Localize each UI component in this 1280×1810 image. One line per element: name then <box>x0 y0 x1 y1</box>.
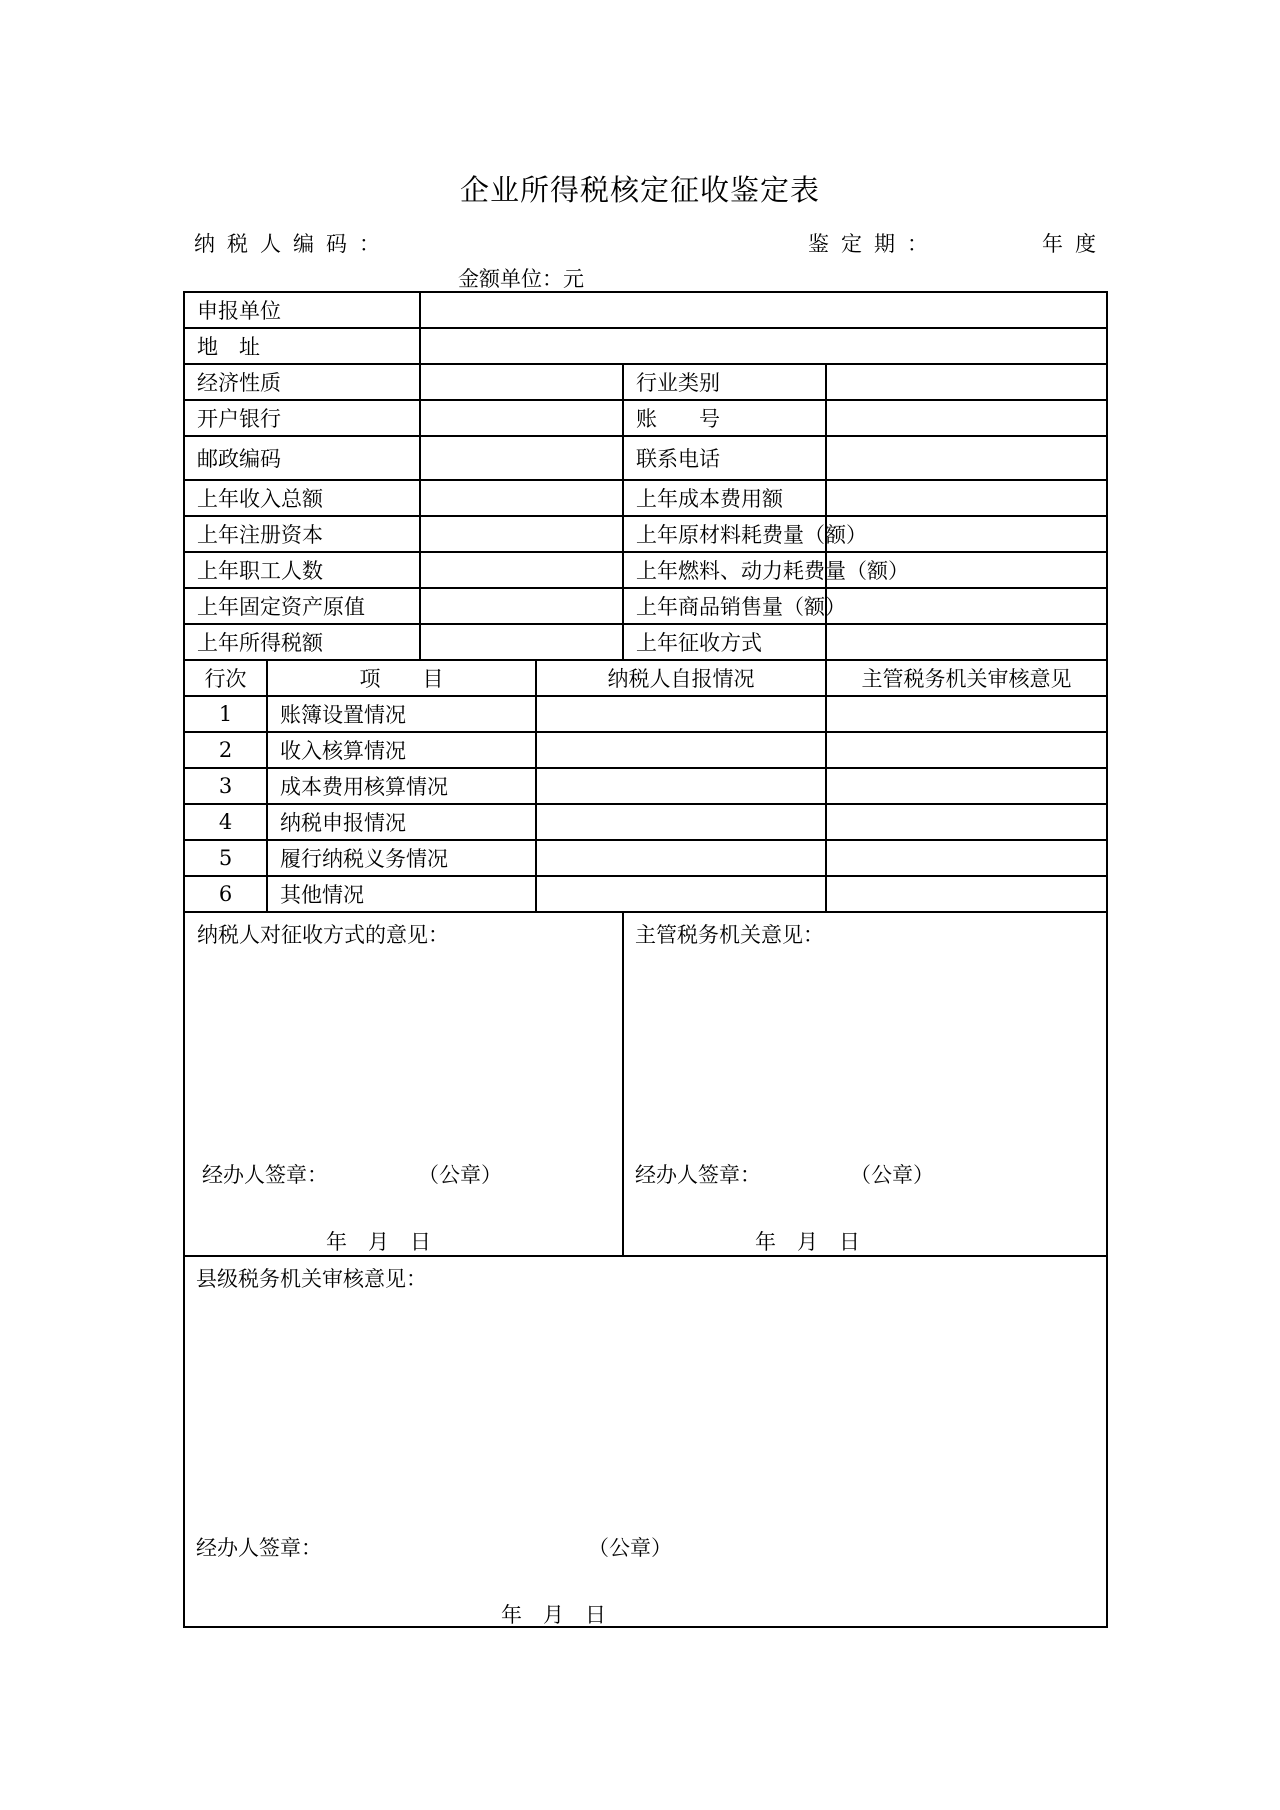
header-item: 项 目 <box>267 660 536 696</box>
taxpayer-sign-label: 经办人签章： <box>202 1163 328 1187</box>
field-label: 上年原材料耗费量（额） <box>623 516 826 552</box>
table-row <box>184 732 1107 768</box>
field-value[interactable] <box>826 624 1107 660</box>
review-cell[interactable] <box>826 732 1107 768</box>
authority-sign-label: 经办人签章： <box>635 1163 761 1187</box>
period-label: 鉴定期： <box>808 232 940 256</box>
field-label: 行业类别 <box>623 364 826 400</box>
row-number: 4 <box>184 804 267 840</box>
row-number: 5 <box>184 840 267 876</box>
table-row <box>184 588 1107 624</box>
self-report-cell[interactable] <box>536 840 826 876</box>
county-sign-label: 经办人签章： <box>196 1536 322 1560</box>
field-label: 上年成本费用额 <box>623 480 826 516</box>
review-cell[interactable] <box>826 840 1107 876</box>
taxpayer-code-label: 纳税人编码： <box>194 232 392 256</box>
field-value[interactable] <box>420 588 623 624</box>
row-item: 账簿设置情况 <box>267 696 536 732</box>
taxpayer-opinion-box[interactable] <box>184 912 623 1256</box>
review-cell[interactable] <box>826 876 1107 912</box>
taxpayer-seal-label: （公章） <box>418 1163 502 1187</box>
assessment-form-table <box>183 291 1108 1628</box>
row-item: 履行纳税义务情况 <box>267 840 536 876</box>
field-value[interactable] <box>826 588 1107 624</box>
field-label: 上年燃料、动力耗费量（额） <box>623 552 826 588</box>
table-row <box>184 400 1107 436</box>
table-row <box>184 480 1107 516</box>
self-report-cell[interactable] <box>536 876 826 912</box>
field-value[interactable] <box>420 480 623 516</box>
county-opinion-title: 县级税务机关审核意见： <box>196 1267 427 1291</box>
county-date-label: 年 月 日 <box>501 1603 606 1627</box>
self-report-cell[interactable] <box>536 732 826 768</box>
items-header-row <box>184 660 1107 696</box>
year-label: 年度 <box>1042 232 1108 256</box>
header-review: 主管税务机关审核意见 <box>826 660 1107 696</box>
row-number: 6 <box>184 876 267 912</box>
address-label: 地 址 <box>184 328 420 364</box>
field-label: 开户银行 <box>184 400 420 436</box>
field-value[interactable] <box>826 364 1107 400</box>
header-row-no: 行次 <box>184 660 267 696</box>
field-label: 上年商品销售量（额） <box>623 588 826 624</box>
table-row <box>184 696 1107 732</box>
authority-opinion-title: 主管税务机关意见： <box>635 923 824 947</box>
field-value[interactable] <box>826 516 1107 552</box>
authority-opinion-box[interactable] <box>623 912 1107 1256</box>
table-row <box>184 292 1107 328</box>
row-number: 3 <box>184 768 267 804</box>
field-value[interactable] <box>420 552 623 588</box>
field-label: 上年征收方式 <box>623 624 826 660</box>
field-value[interactable] <box>420 516 623 552</box>
table-row <box>184 552 1107 588</box>
address-value[interactable] <box>420 328 1107 364</box>
field-value[interactable] <box>420 624 623 660</box>
field-label: 上年注册资本 <box>184 516 420 552</box>
declare-unit-label: 申报单位 <box>184 292 420 328</box>
row-number: 1 <box>184 696 267 732</box>
field-label: 经济性质 <box>184 364 420 400</box>
field-value[interactable] <box>420 436 623 480</box>
form-title: 企业所得税核定征收鉴定表 <box>459 173 820 207</box>
field-label: 上年职工人数 <box>184 552 420 588</box>
row-item: 纳税申报情况 <box>267 804 536 840</box>
field-label: 上年固定资产原值 <box>184 588 420 624</box>
field-label: 联系电话 <box>623 436 826 480</box>
self-report-cell[interactable] <box>536 768 826 804</box>
declare-unit-value[interactable] <box>420 292 1107 328</box>
row-number: 2 <box>184 732 267 768</box>
amount-unit-label: 金额单位：元 <box>458 267 584 291</box>
review-cell[interactable] <box>826 696 1107 732</box>
field-value[interactable] <box>420 364 623 400</box>
field-value[interactable] <box>826 480 1107 516</box>
table-row <box>184 364 1107 400</box>
county-opinion-box[interactable] <box>184 1256 1107 1627</box>
table-row <box>184 328 1107 364</box>
self-report-cell[interactable] <box>536 696 826 732</box>
authority-seal-label: （公章） <box>850 1163 934 1187</box>
table-row <box>184 436 1107 480</box>
self-report-cell[interactable] <box>536 804 826 840</box>
table-row <box>184 624 1107 660</box>
authority-date-label: 年 月 日 <box>755 1230 860 1254</box>
opinion-row <box>184 912 1107 1256</box>
county-seal-label: （公章） <box>588 1536 672 1560</box>
taxpayer-opinion-title: 纳税人对征收方式的意见： <box>197 923 449 947</box>
field-value[interactable] <box>420 400 623 436</box>
table-row <box>184 876 1107 912</box>
table-row <box>184 804 1107 840</box>
field-label: 邮政编码 <box>184 436 420 480</box>
row-item: 收入核算情况 <box>267 732 536 768</box>
row-item: 成本费用核算情况 <box>267 768 536 804</box>
review-cell[interactable] <box>826 768 1107 804</box>
row-item: 其他情况 <box>267 876 536 912</box>
field-value[interactable] <box>826 436 1107 480</box>
field-value[interactable] <box>826 400 1107 436</box>
table-row <box>184 768 1107 804</box>
field-label: 账 号 <box>623 400 826 436</box>
header-self-report: 纳税人自报情况 <box>536 660 826 696</box>
county-opinion-row <box>184 1256 1107 1627</box>
field-label: 上年所得税额 <box>184 624 420 660</box>
table-row <box>184 516 1107 552</box>
review-cell[interactable] <box>826 804 1107 840</box>
field-label: 上年收入总额 <box>184 480 420 516</box>
taxpayer-date-label: 年 月 日 <box>326 1230 431 1254</box>
table-row <box>184 840 1107 876</box>
